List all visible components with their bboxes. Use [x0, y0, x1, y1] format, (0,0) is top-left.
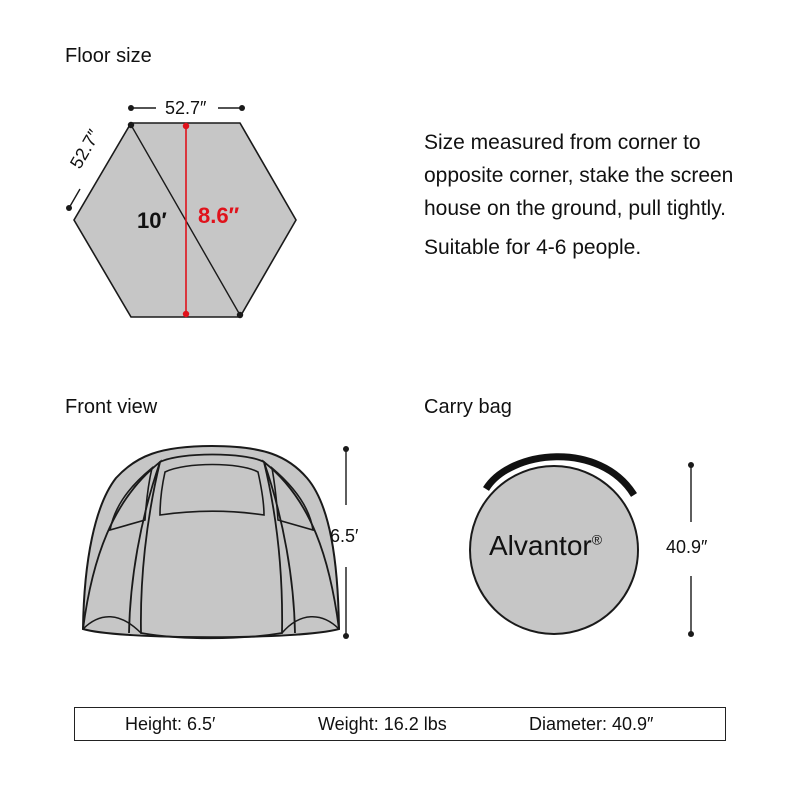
floor-description — [424, 126, 744, 264]
brand-name: Alvantor — [489, 530, 592, 561]
floor-size-title: Floor size — [65, 45, 152, 67]
brand-logo — [489, 530, 602, 562]
flat-dot-bottom — [183, 311, 189, 317]
spec-height: Height: 6.5′ — [125, 714, 216, 734]
spec-weight: Weight: 16.2 lbs — [318, 714, 447, 734]
corner-dot-top — [128, 122, 134, 128]
front-height-label: 6.5′ — [330, 526, 359, 546]
registered-mark: ® — [591, 531, 603, 548]
capacity-note: Suitable for 4-6 people. — [424, 236, 642, 259]
measurement-note: Size measured from corner to opposite corner, stake the screen house on the ground, pull tightly. — [424, 131, 734, 220]
tent-front-view — [83, 446, 339, 638]
top-side-label: 52.7″ — [165, 98, 207, 118]
spec-summary-box — [74, 707, 726, 741]
flat-dot-top — [183, 123, 189, 129]
spec-diameter: Diameter: 40.9″ — [529, 714, 654, 734]
bag-height-label: 40.9″ — [666, 537, 708, 557]
corner-diagonal-label: 10′ — [137, 208, 167, 233]
flat-diagonal-label: 8.6″ — [198, 203, 240, 228]
tent-body — [83, 446, 339, 637]
left-side-label: 52.7″ — [66, 126, 105, 172]
left-side-dimension — [66, 189, 80, 211]
corner-dot-bottom — [237, 312, 243, 318]
carry-bag-title: Carry bag — [424, 396, 512, 418]
front-view-title: Front view — [65, 396, 158, 418]
